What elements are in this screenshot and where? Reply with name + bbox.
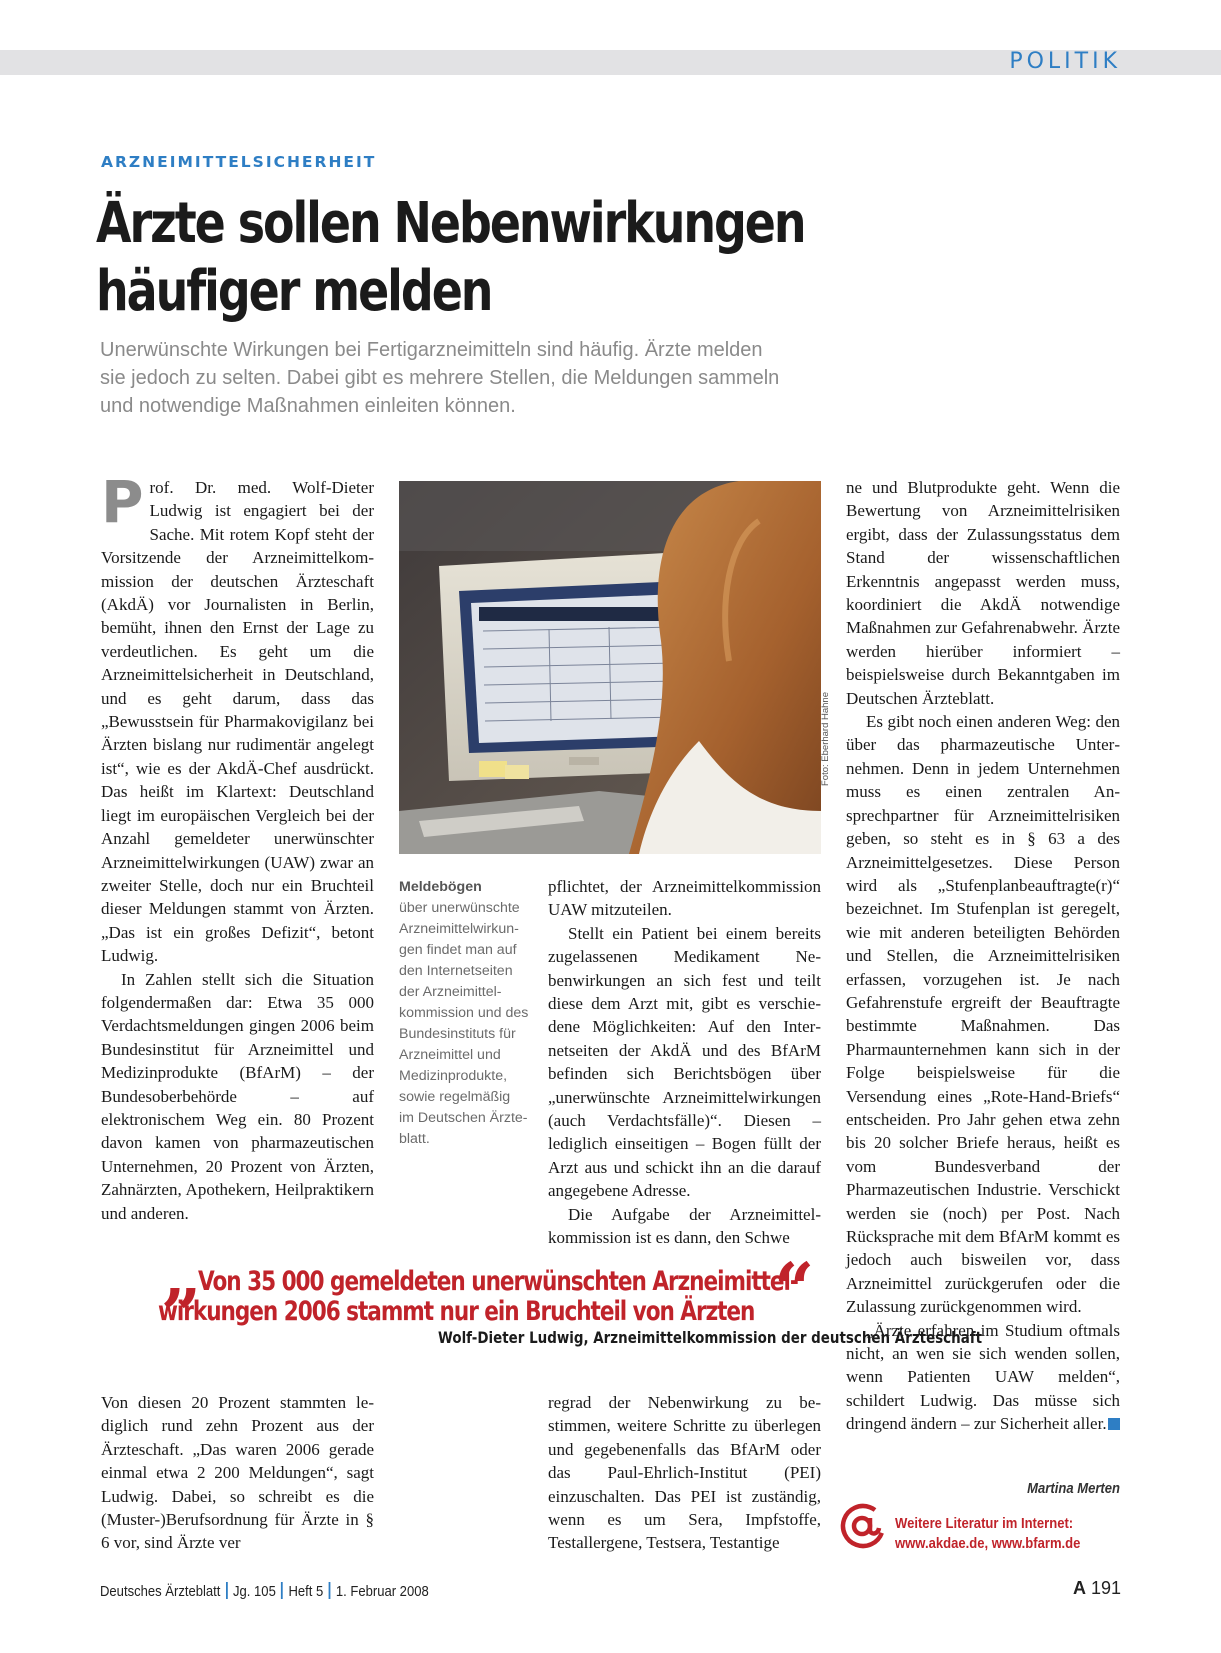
journal-volume: Jg. 105 bbox=[233, 1584, 276, 1600]
author-name: Martina Merten bbox=[1027, 1481, 1120, 1497]
article-headline bbox=[96, 190, 805, 326]
column-3 bbox=[846, 476, 1120, 1436]
paragraph bbox=[101, 468, 374, 968]
open-quote-mark: „ bbox=[162, 1233, 203, 1316]
headline-line-2: häufiger melden bbox=[96, 259, 492, 324]
section-label: POLITIK bbox=[1009, 49, 1121, 74]
pull-quote bbox=[158, 1233, 983, 1358]
paragraph-text: „Ärzte erfahren im Studium oftmals nicht, an wen sie sich wenden sollen, wenn Patienten UAW melden“, schildert Ludwig. Das müsse sich dringend ändern – zur Sicherheit aller. bbox=[846, 1320, 1120, 1434]
page-number-value: 191 bbox=[1090, 1578, 1121, 1598]
footer-divider bbox=[226, 1582, 228, 1599]
caption-text: über unerwünschte Arzneimittelwirkungen findet man auf den Internetseiten der Arzneimittelkommission und des Bundesinstituts für Arzneimittel und Medizinprodukte, sowie regelmäßig im Deutschen Ärzteblatt. bbox=[399, 900, 529, 1147]
footer-divider bbox=[329, 1582, 331, 1599]
close-quote-mark: “ bbox=[774, 1247, 815, 1330]
paragraph: Es gibt noch einen anderen Weg: den über das pharmazeutische Unternehmen. Denn in jedem Unternehmen muss es einen zentralen Ansprechpartner für Arzneimittelrisiken geben, so steht es in § 63 a des Arzneimittelgesetzes. Diese Person wird als „Stufenplanbeauftragte(r)“ bezeichnet. Im Stufenplan ist geregelt, wie mit anderen beteiligten Behörden und Stellen, die Arzneimittelrisiken erfassen, vorzugehen ist. Je nach Gefahrenstufe ergreift der Beauftragte bestimmte Maßnahmen. Das Pharmaunternehmen kann sich in der Folge beispielsweise für die Versendung eines „Rote-Hand-Briefs“ entscheiden. Pro Jahr gehen etwa zehn bis 20 solcher Briefe heraus, heißt es vom Bundesverband der Pharmazeutischen Industrie. Verschickt werden sie (noch) per Post. Nach Rücksprache mit dem BfArM kommt es jedoch auch bisweilen vor, dass Arzneimittel zurückgerufen oder die Zulassung zurückgenommen wird. bbox=[846, 712, 1120, 1317]
issue-date: 1. Februar 2008 bbox=[335, 1584, 429, 1600]
paragraph-text: rof. Dr. med. Wolf-Dieter Ludwig ist engagiert bei der Sache. Mit rotem Kopf steht der Vorsitzende der Arzneimittelkommission der deutschen Ärzteschaft (AkdÄ) vor Journalisten in Berlin, bemüht, ihnen den Ernst der Lage zu verdeutlichen. Es geht um die Arzneimittelsicherheit in Deutschland, und es geht darum, dass das „Bewusstsein für Pharmakovigilanz bei Ärzten bislang nur rudimentär angelegt ist“, wie es der AkdÄ-Chef ausdrückt. Das heißt im Klartext: Deutschland liegt im europäischen Vergleich bei der Anzahl gemeldeter unerwünschter Arzneimittelwirkungen (UAW) zwar an zweiter Stelle, doch nur ein Bruchteil dieser Meldungen stammt von Ärzten. „Das ist ein großes Defizit“, betont Ludwig. bbox=[101, 478, 374, 966]
article-kicker: ARZNEIMITTELSICHERHEIT bbox=[101, 153, 377, 171]
paragraph: ne und Blutprodukte geht. Wenn die Bewertung von Arzneimittelrisiken ergibt, dass der Zulassungsstatus dem Stand der wissenschaftlichen Erkenntnis angepasst werden muss, koordiniert die AkdÄ notwendige Maßnahmen zur Gefahrenabwehr. Ärzte werden hierüber informiert – beispielsweise durch Bekanntgaben im Deutschen Ärzteblatt. bbox=[846, 478, 1120, 708]
web-links-label: Weitere Literatur im Internet: bbox=[895, 1516, 1074, 1532]
deck-line-2: sie jedoch zu selten. Dabei gibt es mehrere Stellen, die Meldungen sammeln bbox=[100, 367, 780, 389]
column-2-bottom bbox=[548, 1391, 821, 1555]
page-prefix: A bbox=[1072, 1578, 1086, 1598]
web-links bbox=[895, 1514, 1080, 1554]
headline-line-1: Ärzte sollen Nebenwirkungen bbox=[96, 191, 805, 256]
paragraph: Die Aufgabe der Arzneimittelkommission ist es dann, den Schwe bbox=[548, 1204, 821, 1248]
paragraph: pflichtet, der Arzneimittelkommission UAW mitzuteilen. bbox=[548, 877, 821, 920]
page-number bbox=[1073, 1578, 1121, 1599]
paragraph: regrad der Nebenwirkung zu bestimmen, weitere Schritte zu überlegen und gegebenenfalls das BfArM oder das Paul-Ehrlich-Institut (PEI) einzuschalten. Das PEI ist zuständig, wenn es um Sera, Impfstoffe, Testallergene, Testsera, Testantige bbox=[548, 1393, 821, 1553]
column-2-top bbox=[548, 875, 821, 1250]
pull-quote-line-1: Von 35 000 gemeldeten unerwünschten Arzneimittel- bbox=[198, 1266, 798, 1297]
article-photo bbox=[399, 481, 821, 854]
photo-caption bbox=[399, 877, 529, 1150]
paragraph: Stellt ein Patient bei einem bereits zugelassenen Medikament Nebenwirkungen an sich fest und teilt diese dem Arzt mit, gibt es verschiedene Möglichkeiten: Auf den Internetseiten der AkdÄ und des BfArM befinden sich Berichtsbögen über „unerwünschte Arzneimittelwirkungen (auch Verdachtsfälle)“. Diesen – lediglich einseitigen – Bogen füllt der Arzt aus und schickt ihn an die darauf angegebene Adresse. bbox=[548, 923, 821, 1201]
journal-name: Deutsches Ärzteblatt bbox=[100, 1584, 221, 1600]
photo-credit: Foto: Eberhard Hahne bbox=[820, 691, 831, 786]
paragraph: In Zahlen stellt sich die Situation folgendermaßen dar: Etwa 35 000 Verdachtsmeldungen gingen 2006 beim Bundesinstitut für Arzneimittel und Medizinprodukte (BfArM) – der Bundesoberbehörde – auf elektronischem Weg ein. 80 Prozent davon kamen von pharmazeutischen Unternehmen, 20 Prozent von Ärzten, Zahnärzten, Apothekern, Heilpraktikern und anderen. bbox=[101, 969, 374, 1223]
column-1-top bbox=[101, 468, 374, 1225]
column-1-bottom bbox=[101, 1391, 374, 1555]
deck-line-1: Unerwünschte Wirkungen bei Fertigarzneimitteln sind häufig. Ärzte melden bbox=[100, 339, 763, 361]
footer-divider bbox=[281, 1582, 283, 1599]
at-sign-icon bbox=[840, 1503, 886, 1549]
pull-quote-line-2: wirkungen 2006 stammt nur ein Bruchteil von Ärzten bbox=[158, 1296, 755, 1327]
end-of-article-mark bbox=[1108, 1418, 1120, 1430]
paragraph: Von diesen 20 Prozent stammten lediglich rund zehn Prozent aus der Ärzteschaft. „Das waren 2006 gerade einmal etwa 2 200 Meldungen“, sagt Ludwig. Dabei, so schreibt es die (Muster-)Berufsordnung für Ärzte in § 6 vor, sind Ärzte ver bbox=[101, 1393, 374, 1553]
web-links-urls[interactable]: www.akdae.de, www.bfarm.de bbox=[895, 1536, 1081, 1552]
pull-quote-source: Wolf-Dieter Ludwig, Arzneimittelkommission der deutschen Ärzteschaft bbox=[438, 1328, 983, 1347]
photo-illustration bbox=[399, 481, 821, 854]
journal-issue: Heft 5 bbox=[288, 1584, 324, 1600]
caption-title: Meldebögen bbox=[399, 879, 482, 895]
drop-cap: P bbox=[101, 468, 144, 536]
article-deck bbox=[100, 336, 900, 420]
deck-line-3: und notwendige Maßnahmen einleiten können. bbox=[100, 395, 516, 417]
page-footer bbox=[100, 1582, 429, 1600]
